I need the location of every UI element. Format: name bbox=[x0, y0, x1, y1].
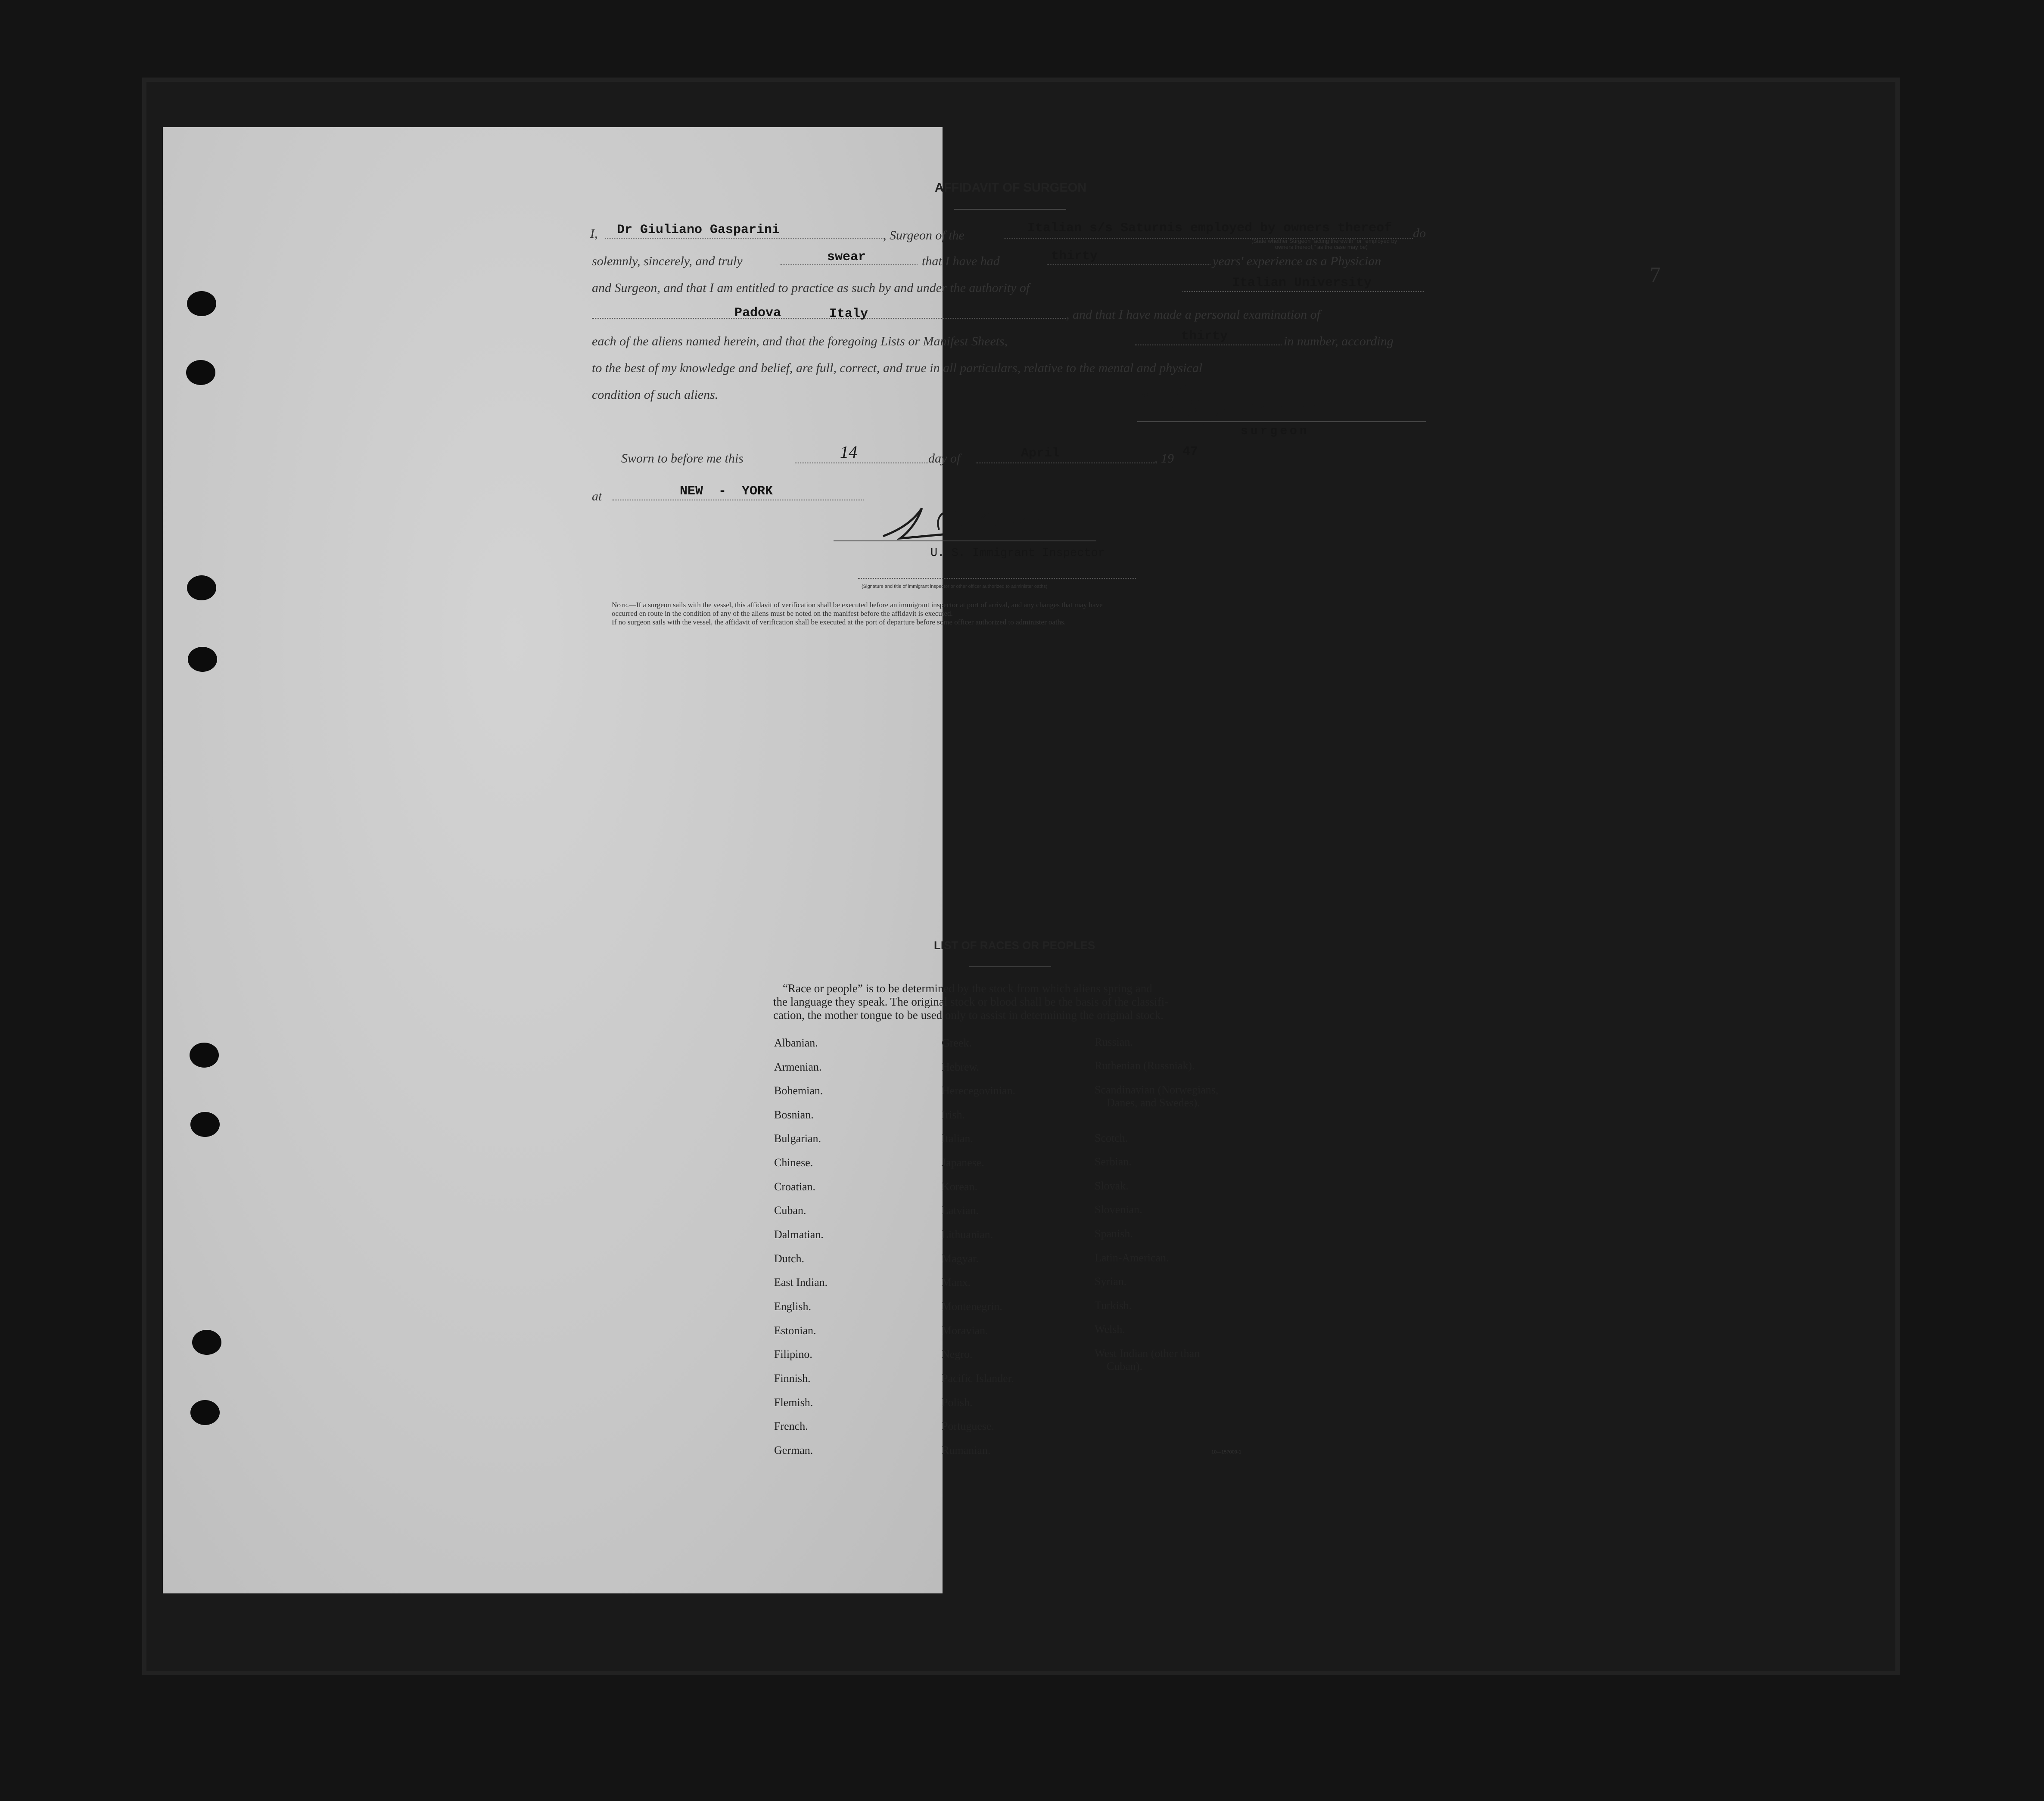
race-item: Japanese. bbox=[942, 1156, 984, 1169]
inspector-caption-line bbox=[858, 578, 1136, 579]
sheets-count: thirty bbox=[1181, 329, 1228, 344]
race-item: Manx. bbox=[942, 1276, 971, 1289]
race-item: French. bbox=[774, 1420, 808, 1432]
races-intro bbox=[773, 982, 1247, 1022]
vessel-note-2: owners thereof," as the case may be) bbox=[1275, 244, 1368, 250]
race-item: Bulgarian. bbox=[774, 1132, 821, 1145]
text-solemnly: solemnly, sincerely, and truly bbox=[592, 254, 743, 268]
note-label: Note. bbox=[612, 601, 629, 609]
text-at: at bbox=[592, 489, 602, 503]
race-item: Montenegrin. bbox=[942, 1300, 1002, 1313]
race-item: Serbian. bbox=[1095, 1155, 1132, 1168]
title-underline bbox=[954, 209, 1066, 210]
authority-place-city: Padova bbox=[734, 306, 781, 320]
punch-hole bbox=[190, 1112, 220, 1137]
race-item: Greek. bbox=[942, 1037, 972, 1049]
race-item: Bosnian. bbox=[774, 1109, 814, 1121]
races-intro-line-2: the language they speak. The original stock or blood shall be the basis of the classifi- bbox=[773, 995, 1169, 1008]
punch-hole bbox=[190, 1043, 219, 1068]
race-item: Finnish. bbox=[774, 1372, 811, 1385]
race-item: Pacific Islander. bbox=[942, 1372, 1014, 1385]
text-surgeon-of-the: , Surgeon of the bbox=[883, 228, 964, 242]
race-item: Rumanian. bbox=[942, 1444, 991, 1456]
surgeon-name: Dr Giuliano Gasparini bbox=[617, 223, 780, 237]
race-item: East Indian. bbox=[774, 1276, 828, 1289]
race-item: Spanish. bbox=[1095, 1227, 1133, 1240]
punch-hole bbox=[192, 1330, 221, 1355]
surgeon-label: surgeon bbox=[1241, 425, 1310, 438]
races-title: LIST OF RACES OR PEOPLES bbox=[934, 939, 1095, 952]
race-item: Italian. bbox=[942, 1132, 973, 1145]
races-title-underline bbox=[969, 966, 1051, 967]
race-item: Russian. bbox=[1095, 1036, 1133, 1048]
oath-line bbox=[780, 264, 918, 265]
races-intro-line-3: cation, the mother tongue to be used only to assist in determining the original stock. bbox=[773, 1009, 1164, 1022]
race-item: Scandinavian (Norwegians, bbox=[1095, 1084, 1219, 1096]
sworn-year: 47 bbox=[1182, 444, 1198, 459]
race-item: Scotch. bbox=[1095, 1132, 1128, 1144]
text-and-surgeon: and Surgeon, and that I am entitled to practice as such by and under the authority of bbox=[592, 281, 1030, 295]
race-item: Cuban). bbox=[1107, 1360, 1143, 1372]
surgeon-signature-line bbox=[1137, 421, 1426, 422]
race-item: Bohemian. bbox=[774, 1084, 823, 1097]
race-item: Armenian. bbox=[774, 1061, 822, 1073]
race-item: Hebrew. bbox=[942, 1061, 980, 1073]
text-each-of: each of the aliens named herein, and that the foregoing Lists or Manifest Sheets, bbox=[592, 334, 1008, 348]
authority-place-country: Italy bbox=[829, 307, 868, 321]
text-condition: condition of such aliens. bbox=[592, 388, 719, 402]
years-line bbox=[1047, 264, 1210, 265]
authority-place-line bbox=[592, 318, 1066, 319]
note-line-1: —If a surgeon sails with the vessel, this affidavit of verification shall be executed before an immigrant inspector at port of arrival, and any changes that may have bbox=[628, 601, 1103, 609]
race-item: Albanian. bbox=[774, 1037, 818, 1049]
race-item: Irish. bbox=[942, 1109, 965, 1121]
race-item: Filipino. bbox=[774, 1348, 812, 1360]
note-line-3: If no surgeon sails with the vessel, the affidavit of verification shall be executed at the port of departure before some officer authorized to administer oaths. bbox=[612, 618, 1066, 626]
sworn-day: 14 bbox=[840, 442, 857, 462]
text-year-prefix: , 19 bbox=[1154, 451, 1174, 466]
sworn-place: NEW - YORK bbox=[680, 484, 773, 499]
race-item: Magyar. bbox=[942, 1252, 979, 1265]
race-item: German. bbox=[774, 1444, 813, 1456]
race-item: Welsh. bbox=[1095, 1323, 1125, 1335]
text-that-i-have-had: that I have had bbox=[922, 254, 1000, 268]
race-item: Dutch. bbox=[774, 1252, 805, 1265]
text-years-experience: years' experience as a Physician bbox=[1213, 254, 1381, 268]
inspector-caption: (Signature and title of immigrant inspector or other officer authorized to administer oaths) bbox=[862, 584, 1048, 589]
race-item: Danes, and Swedes). bbox=[1107, 1096, 1200, 1109]
vessel-name: Italian s/s Saturnis employed by owners thereof bbox=[1027, 221, 1392, 236]
race-item: Latvian. bbox=[942, 1204, 979, 1217]
punch-hole bbox=[190, 1400, 220, 1425]
race-item: Moravian. bbox=[942, 1324, 988, 1337]
vessel-note-1: (State whether Surgeon "acting therewith" or "employed by bbox=[1251, 238, 1397, 244]
races-intro-line-1: “Race or people” is to be determined by the stock from which aliens spring and bbox=[783, 982, 1152, 995]
page-number: 7 bbox=[1650, 262, 1661, 286]
race-item: Ruthenian (Russniak). bbox=[1095, 1059, 1195, 1072]
race-item: Slovenian. bbox=[1095, 1203, 1142, 1216]
race-item: Cuban. bbox=[774, 1204, 806, 1217]
years-experience: thirty bbox=[1051, 249, 1098, 264]
sworn-month: April bbox=[1021, 446, 1060, 461]
race-item: Dalmatian. bbox=[774, 1228, 824, 1241]
inspector-signature bbox=[874, 500, 1073, 547]
authority: Italian University bbox=[1232, 276, 1372, 290]
race-item: Syrian. bbox=[1095, 1275, 1127, 1288]
race-item: Korean. bbox=[942, 1180, 978, 1193]
race-item: Estonian. bbox=[774, 1324, 816, 1337]
punch-hole bbox=[186, 360, 215, 385]
note-line-2: occurred en route in the condition of any of the aliens must be noted on the manifest before the affidavit is executed. bbox=[612, 609, 953, 618]
race-item: West Indian (other than bbox=[1095, 1347, 1200, 1360]
text-sworn: Sworn to before me this bbox=[621, 451, 744, 466]
text-and-that: , and that I have made a personal examination of bbox=[1066, 307, 1320, 322]
note bbox=[612, 601, 1430, 627]
surgeon-name-line bbox=[605, 238, 885, 239]
race-item: Croatian. bbox=[774, 1180, 816, 1193]
punch-hole bbox=[188, 647, 217, 672]
text-day-of: day of bbox=[928, 451, 961, 466]
race-item: Turkish. bbox=[1095, 1299, 1132, 1312]
race-item: Herecegovinian. bbox=[942, 1084, 1016, 1097]
race-item: English. bbox=[774, 1300, 811, 1313]
race-item: Lithuanian. bbox=[942, 1228, 993, 1241]
punch-hole bbox=[187, 575, 216, 600]
race-item: Slovak. bbox=[1095, 1180, 1129, 1192]
text-do: do bbox=[1413, 226, 1426, 240]
text-i: I, bbox=[590, 227, 598, 241]
inspector-title: U. S. Immigrant Inspector bbox=[930, 547, 1105, 560]
race-item: Latin-American. bbox=[1095, 1251, 1169, 1264]
inspector-signature-line bbox=[834, 540, 1096, 541]
oath: swear bbox=[827, 250, 866, 264]
race-item: Chinese. bbox=[774, 1156, 813, 1169]
text-to-the-best: to the best of my knowledge and belief, are full, correct, and true in all particulars, relative to the mental and physical bbox=[592, 361, 1203, 375]
affidavit-title: AFFIDAVIT OF SURGEON bbox=[935, 181, 1087, 195]
race-item: Flemish. bbox=[774, 1396, 813, 1409]
form-number: 10—157009-1 bbox=[1211, 1450, 1241, 1455]
text-in-number: in number, according bbox=[1284, 334, 1394, 348]
authority-line bbox=[1182, 291, 1424, 292]
race-item: Polish. bbox=[942, 1396, 973, 1409]
punch-hole bbox=[187, 291, 216, 316]
race-item: Negro. bbox=[942, 1348, 973, 1360]
race-item: Portuguese. bbox=[942, 1420, 995, 1432]
